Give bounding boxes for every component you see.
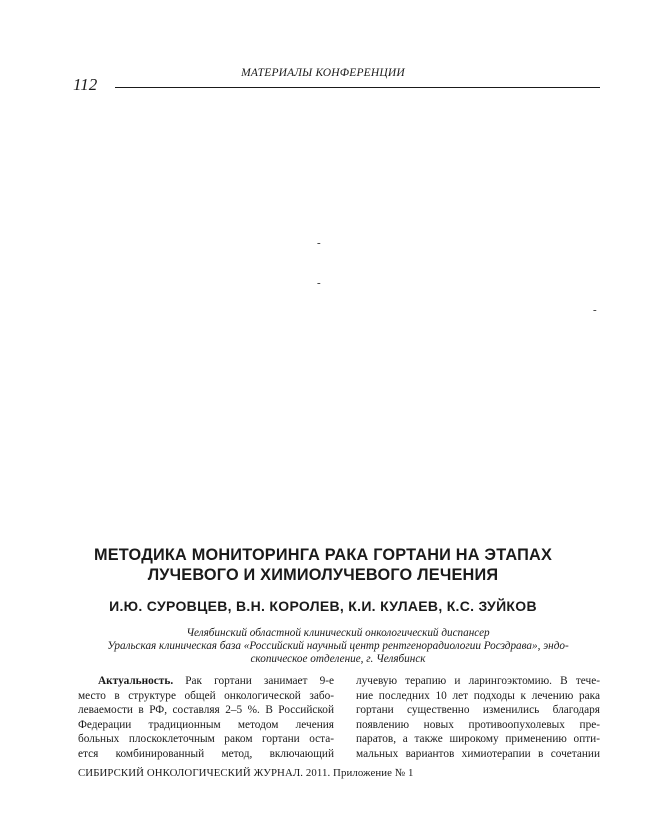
header-rule bbox=[115, 87, 600, 88]
body-line: лучевую терапию и ларингоэктомию. В тече- bbox=[356, 675, 600, 687]
affiliation-line: Уральская клиническая база «Российский научный центр рентгенорадиологии Росздрава», эндо- bbox=[107, 640, 569, 652]
stray-dash-mark: - bbox=[593, 304, 597, 316]
body-line: Федерации традиционным методом лечения bbox=[78, 718, 334, 731]
stray-dash-mark: - bbox=[317, 237, 321, 249]
affiliation-line: Челябинский областной клинический онкологический диспансер bbox=[186, 627, 490, 639]
journal-footer: СИБИРСКИЙ ОНКОЛОГИЧЕСКИЙ ЖУРНАЛ. 2011. Приложение № 1 bbox=[78, 767, 414, 779]
body-line: гортани существенно изменились благодаря bbox=[356, 704, 600, 717]
page-number: 112 bbox=[73, 75, 98, 94]
body-line: появлению новых противоопухолевых пре- bbox=[356, 718, 600, 731]
author-list: И.Ю. СУРОВЦЕВ, В.Н. КОРОЛЕВ, К.И. КУЛАЕВ, К.С. ЗУЙКОВ bbox=[109, 598, 537, 614]
body-line: место в структуре общей онкологической забо- bbox=[78, 689, 334, 702]
body-line-text: Рак гортани занимает 9-е bbox=[173, 675, 334, 687]
body-line: ется комбинированный метод, включающий bbox=[78, 747, 334, 760]
running-header: МАТЕРИАЛЫ КОНФЕРЕНЦИИ bbox=[241, 67, 405, 79]
article-title bbox=[0, 545, 646, 585]
stray-dash-mark: - bbox=[317, 277, 321, 289]
body-line: больных плоскоклеточным раком гортани оста- bbox=[78, 733, 334, 746]
article-title-line: МЕТОДИКА МОНИТОРИНГА РАКА ГОРТАНИ НА ЭТАПАХ bbox=[93, 546, 553, 564]
body-line: мальных вариантов химиотерапии в сочетании bbox=[356, 747, 600, 760]
body-column-left bbox=[78, 674, 334, 762]
body-line: паратов, а также широкому применению опти- bbox=[356, 733, 600, 746]
affiliations bbox=[78, 627, 598, 666]
affiliation-line: скопическое отделение, г. Челябинск bbox=[250, 653, 426, 665]
article-title-line: ЛУЧЕВОГО И ХИМИОЛУЧЕВОГО ЛЕЧЕНИЯ bbox=[147, 566, 499, 584]
body-column-right bbox=[356, 674, 600, 762]
body-line bbox=[78, 674, 334, 689]
body-line: ние последних 10 лет подходы к лечению рака bbox=[356, 689, 600, 702]
section-lead-word: Актуальность. bbox=[98, 675, 174, 687]
body-line: леваемости в РФ, составляя 2–5 %. В Российской bbox=[78, 704, 334, 717]
